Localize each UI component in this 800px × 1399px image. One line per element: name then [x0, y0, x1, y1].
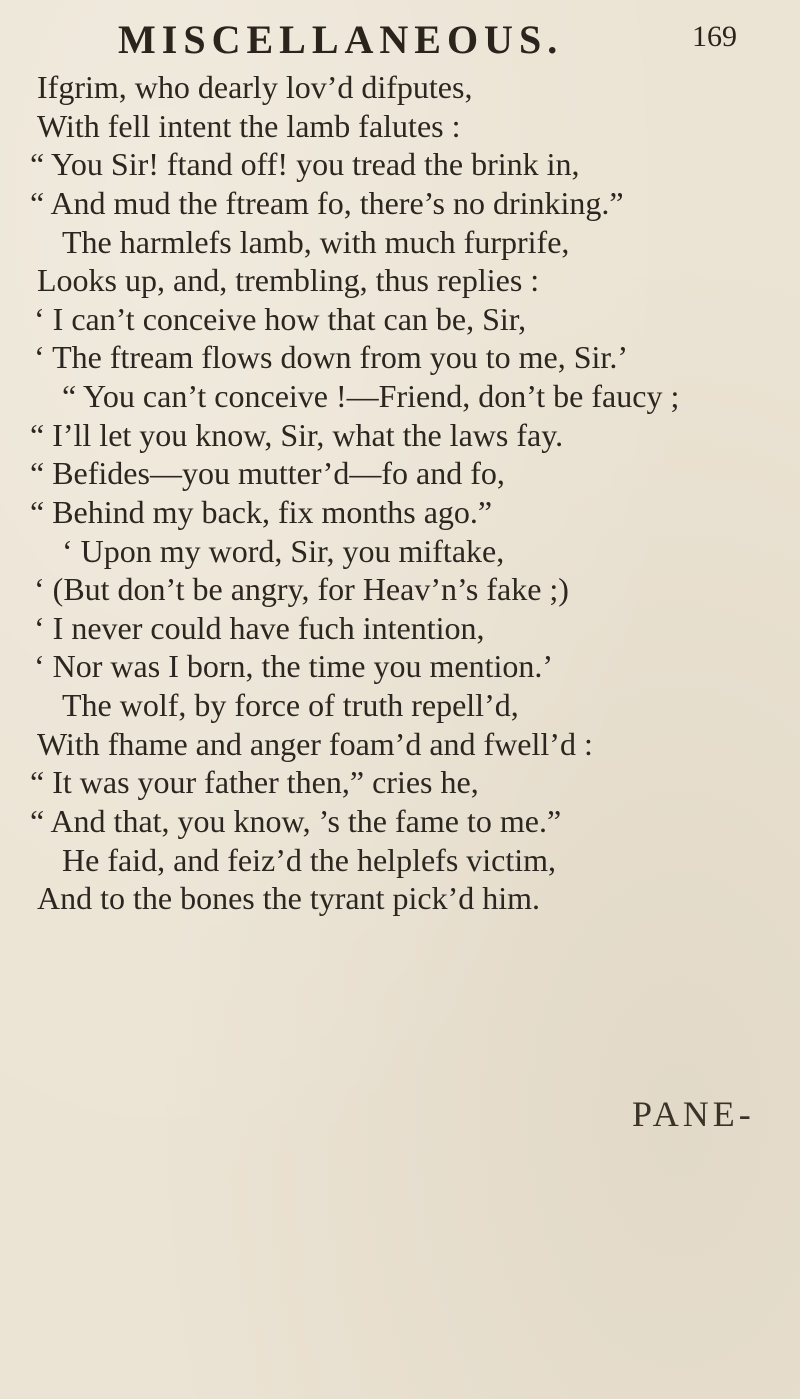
poem-line: With fell intent the lamb falutes :	[37, 108, 461, 144]
poem-line: “ You Sir! ftand off! you tread the brink in,	[30, 146, 580, 182]
catchword: PANE-	[632, 1094, 755, 1134]
poem-line: The harmlefs lamb, with much furprife,	[62, 224, 570, 260]
poem-line: “ It was your father then,” cries he,	[30, 764, 479, 800]
poem-line: “ I’ll let you know, Sir, what the laws fay.	[30, 417, 564, 453]
poem-line: ‘ Nor was I born, the time you mention.’	[34, 648, 553, 684]
poem-line: Looks up, and, trembling, thus replies :	[37, 262, 540, 298]
poem-line: “ Behind my back, fix months ago.”	[30, 494, 493, 530]
poem-line: ‘ The ftream flows down from you to me, Sir.’	[34, 339, 628, 375]
poem-line: ‘ Upon my word, Sir, you miftake,	[62, 533, 505, 569]
poem-line: ‘ I never could have fuch intention,	[34, 610, 485, 646]
page-number: 169	[692, 20, 737, 53]
page-header	[0, 16, 800, 66]
poem-line: “ Befides—you mutter’d—fo and fo,	[30, 455, 505, 491]
poem-line: He faid, and feiz’d the helplefs victim,	[62, 842, 557, 878]
poem-line: And to the bones the tyrant pick’d him.	[37, 880, 541, 916]
poem-line: “ You can’t conceive !—Friend, don’t be faucy ;	[62, 378, 680, 414]
poem-line: ‘ (But don’t be angry, for Heav’n’s fake ;)	[34, 571, 569, 607]
poem-line: The wolf, by force of truth repell’d,	[62, 687, 519, 723]
poem-line: “ And mud the ftream fo, there’s no drinking.”	[30, 185, 624, 221]
running-head: MISCELLANEOUS.	[118, 17, 564, 62]
poem-line: With fhame and anger foam’d and fwell’d :	[37, 726, 593, 762]
poem-line: Ifgrim, who dearly lov’d difputes,	[37, 69, 473, 105]
poem-line: ‘ I can’t conceive how that can be, Sir,	[34, 301, 527, 337]
poem-line: “ And that, you know, ’s the fame to me.”	[30, 803, 562, 839]
